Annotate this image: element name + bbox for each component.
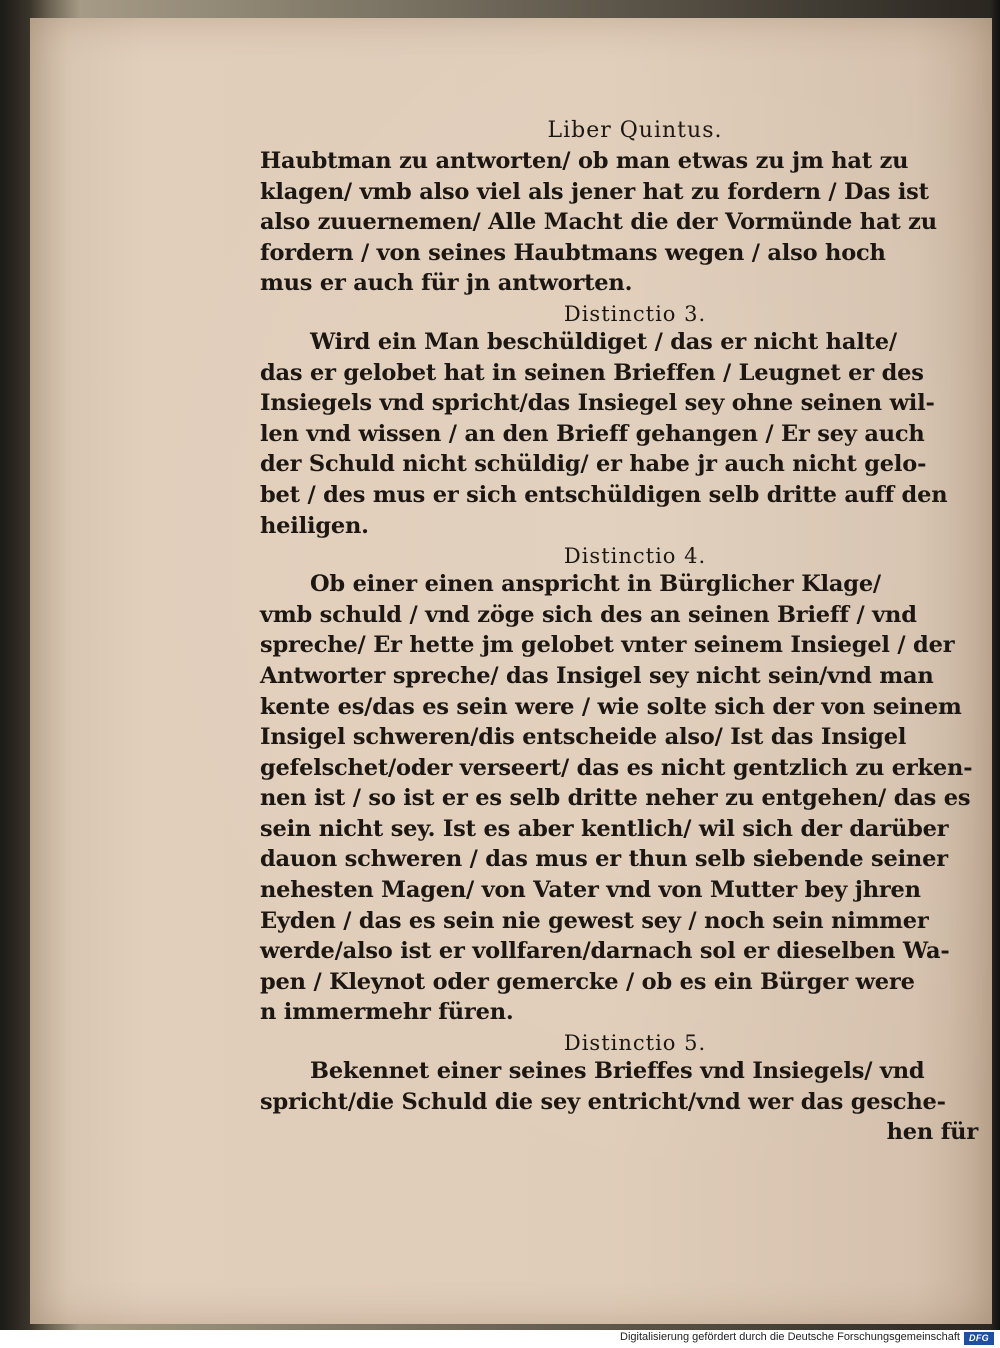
text-line: sein nicht sey. Ist es aber kentlich/ wil sich der darüber	[260, 815, 949, 842]
funding-notice: Digitalisierung gefördert durch die Deutsche Forschungsgemeinschaft	[620, 1331, 960, 1343]
text-line: dauon schweren / das mus er thun selb siebende seiner	[260, 846, 948, 873]
text-line: heiligen.	[260, 512, 369, 539]
running-head: Liber Quintus.	[547, 118, 723, 143]
text-line: spricht/die Schuld die sey entricht/vnd wer das gesche-	[260, 1088, 946, 1115]
text-line: bet / des mus er sich entschüldigen selb dritte auff den	[260, 481, 948, 508]
text-line: Haubtman zu antworten/ ob man etwas zu jm hat zu	[260, 148, 909, 174]
text-line: also zuuernemen/ Alle Macht die der Vormünde hat zu	[260, 209, 937, 236]
page-text	[260, 116, 990, 1148]
text-line: Insigel schweren/dis entscheide also/ Ist das Insigel	[260, 724, 907, 751]
text-line: pen / Kleynot oder gemercke / ob es ein Bürger were	[260, 968, 915, 995]
text-line: Insiegels vnd spricht/das Insiegel sey ohne seinen wil-	[260, 390, 935, 417]
section-heading-distinctio-5: Distinctio 5.	[563, 1031, 707, 1056]
text-line: mus er auch für jn antworten.	[260, 270, 633, 297]
text-line: Bekennet einer seines Brieffes vnd Insiegels/ vnd	[310, 1058, 925, 1085]
book-page	[30, 18, 992, 1324]
text-line: fordern / von seines Haubtmans wegen / also hoch	[260, 239, 886, 266]
text-line: das er gelobet hat in seinen Brieffen / Leugnet er des	[260, 359, 924, 386]
section-heading-distinctio-3: Distinctio 3.	[563, 301, 707, 326]
text-line: klagen/ vmb also viel als jener hat zu fordern / Das ist	[260, 178, 929, 205]
text-line: Ob einer einen anspricht in Bürglicher Klage/	[310, 571, 881, 598]
dfg-logo-icon: DFG	[964, 1332, 994, 1345]
text-line: vmb schuld / vnd zöge sich des an seinen Brieff / vnd	[260, 601, 917, 628]
section-heading-distinctio-4: Distinctio 4.	[563, 544, 707, 569]
text-line: n immermehr füren.	[260, 999, 514, 1026]
text-line: werde/also ist er vollfaren/darnach sol er dieselben Wa-	[260, 938, 950, 965]
catchword: hen für	[886, 1119, 978, 1146]
text-line: spreche/ Er hette jm gelobet vnter seinem Insiegel / der	[260, 632, 955, 659]
text-line: Antworter spreche/ das Insigel sey nicht sein/vnd man	[260, 662, 934, 689]
text-line: kente es/das es sein were / wie solte sich der von seinem	[260, 693, 962, 720]
text-line: Eyden / das es sein nie gewest sey / noch sein nimmer	[260, 907, 929, 934]
text-line: gefelschet/oder verseert/ das es nicht gentzlich zu erken-	[260, 754, 973, 781]
text-line: len vnd wissen / an den Brieff gehangen / Er sey auch	[260, 420, 925, 447]
text-line: der Schuld nicht schüldig/ er habe jr auch nicht gelo-	[260, 451, 927, 478]
footer-bar	[0, 1330, 1000, 1348]
text-line: nehesten Magen/ von Vater vnd von Mutter bey jhren	[260, 877, 921, 904]
text-line: Wird ein Man beschüldiget / das er nicht halte/	[310, 328, 897, 355]
text-line: nen ist / so ist er es selb dritte neher zu entgehen/ das es	[260, 785, 971, 812]
